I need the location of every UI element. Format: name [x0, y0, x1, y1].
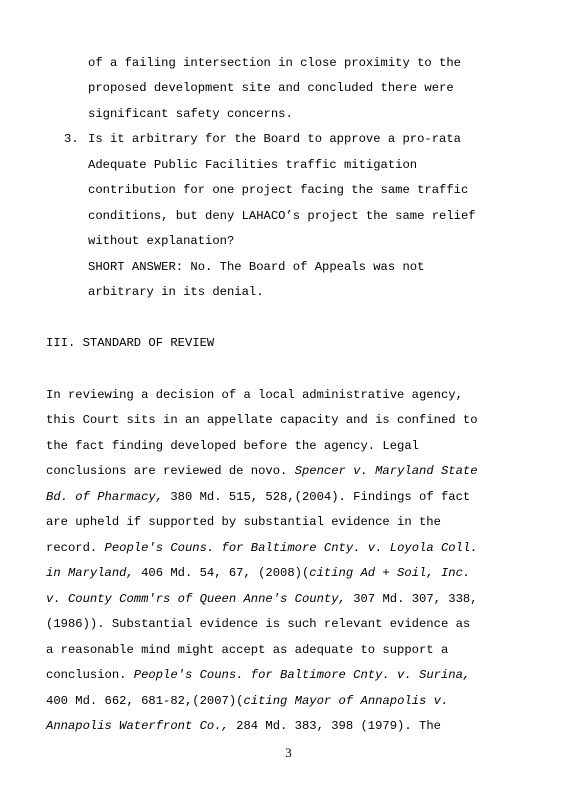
page-number: 3 — [285, 745, 292, 760]
text-line: significant safety concerns. — [88, 107, 293, 121]
case-citation: v. County Comm'rs of Queen Anne's County, — [46, 592, 346, 606]
text-line: this Court sits in an appellate capacity and is confined to — [46, 413, 478, 427]
text-line — [46, 566, 470, 580]
section-heading: III. STANDARD OF REVIEW — [46, 336, 215, 350]
short-answer-line: arbitrary in its denial. — [88, 285, 264, 299]
text-line — [46, 668, 470, 682]
case-citation: Annapolis Waterfront Co., — [46, 719, 229, 733]
case-citation: citing Ad + Soil, Inc. — [309, 566, 471, 580]
text-line — [46, 464, 478, 478]
text-run: record. — [46, 541, 105, 555]
text-line — [46, 694, 448, 708]
case-citation: Spencer v. Maryland State — [294, 464, 478, 478]
text-run: 380 Md. 515, 528,(2004). Findings of fact — [163, 490, 471, 504]
text-line: of a failing intersection in close proximity to the — [88, 56, 461, 70]
text-run: 284 Md. 383, 398 (1979). The — [228, 719, 441, 733]
text-line: contribution for one project facing the same traffic — [88, 183, 469, 197]
text-line — [46, 490, 470, 504]
case-citation: People's Couns. for Baltimore Cnty. v. Loyola Coll. — [104, 541, 478, 555]
case-citation: Bd. of Pharmacy, — [46, 490, 164, 504]
case-citation: People's Couns. for Baltimore Cnty. v. Surina, — [133, 668, 471, 682]
text-run: 307 Md. 307, 338, — [345, 592, 478, 606]
text-line: proposed development site and concluded there were — [88, 81, 454, 95]
list-number: 3. — [64, 132, 79, 146]
text-line: without explanation? — [88, 234, 235, 248]
text-line: (1986)). Substantial evidence is such relevant evidence as — [46, 617, 471, 631]
text-line: are upheld if supported by substantial evidence in the — [46, 515, 441, 529]
text-line — [46, 592, 478, 606]
case-citation: citing Mayor of Annapolis v. — [243, 694, 449, 708]
text-run: conclusions are reviewed de novo. — [46, 464, 295, 478]
text-run: 406 Md. 54, 67, (2008)( — [133, 566, 310, 580]
text-line: Is it arbitrary for the Board to approve a pro-rata — [88, 132, 461, 146]
text-line: the fact finding developed before the agency. Legal — [46, 439, 419, 453]
text-line: conditions, but deny LAHACO’s project the same relief — [88, 209, 476, 223]
text-line: a reasonable mind might accept as adequate to support a — [46, 643, 449, 657]
text-line: In reviewing a decision of a local administrative agency, — [46, 388, 463, 402]
text-line: Adequate Public Facilities traffic mitigation — [88, 158, 418, 172]
case-citation: in Maryland, — [46, 566, 134, 580]
text-line — [46, 719, 441, 733]
text-line — [46, 541, 478, 555]
short-answer-line: SHORT ANSWER: No. The Board of Appeals was not — [88, 260, 425, 274]
text-run: conclusion. — [46, 668, 134, 682]
text-run: 400 Md. 662, 681-82,(2007)( — [46, 694, 244, 708]
